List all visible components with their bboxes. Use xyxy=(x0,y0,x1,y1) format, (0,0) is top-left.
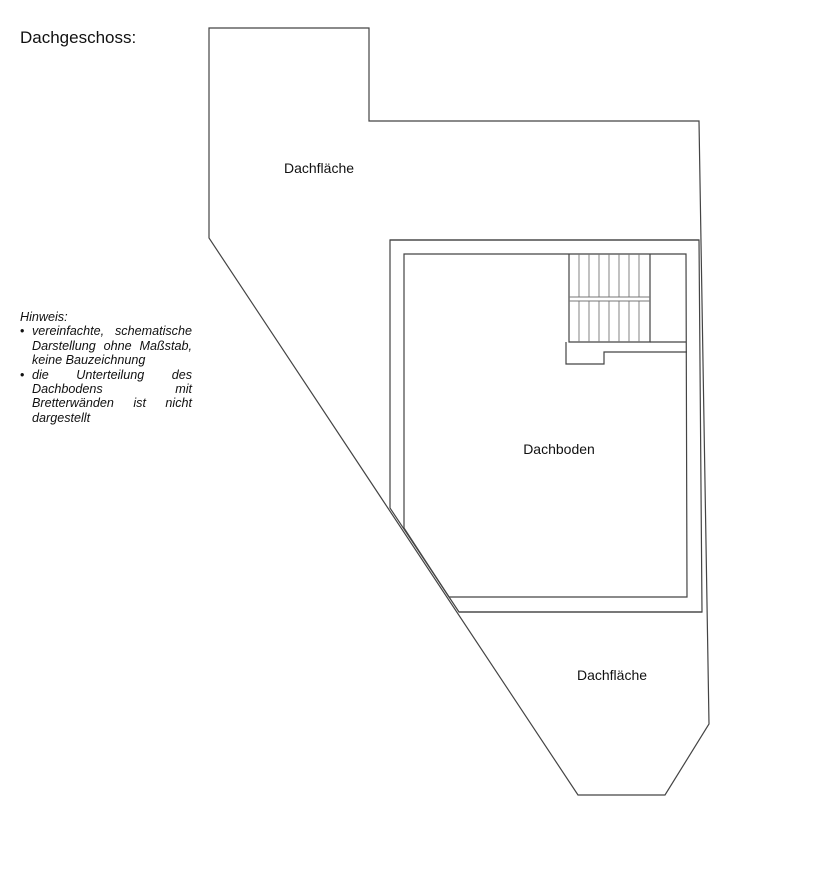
roof-area-top-label: Dachfläche xyxy=(283,160,355,176)
attic-wall-outer xyxy=(390,240,702,612)
staircase xyxy=(569,254,686,342)
attic-wall-inner xyxy=(404,254,687,597)
roof-area-bottom-label: Dachfläche xyxy=(576,667,648,683)
note-item: • vereinfachte, schematische Darstellung ohne Maßstab, keine Bauzeichnung xyxy=(32,324,192,367)
page-title: Dachgeschoss: xyxy=(20,28,137,47)
note-item: • die Unterteilung des Dachbodens mit Bretterwänden ist nicht dargestellt xyxy=(32,368,192,426)
attic-label: Dachboden xyxy=(523,441,595,457)
stair-landing xyxy=(566,342,687,364)
note-heading: Hinweis: xyxy=(20,310,68,324)
